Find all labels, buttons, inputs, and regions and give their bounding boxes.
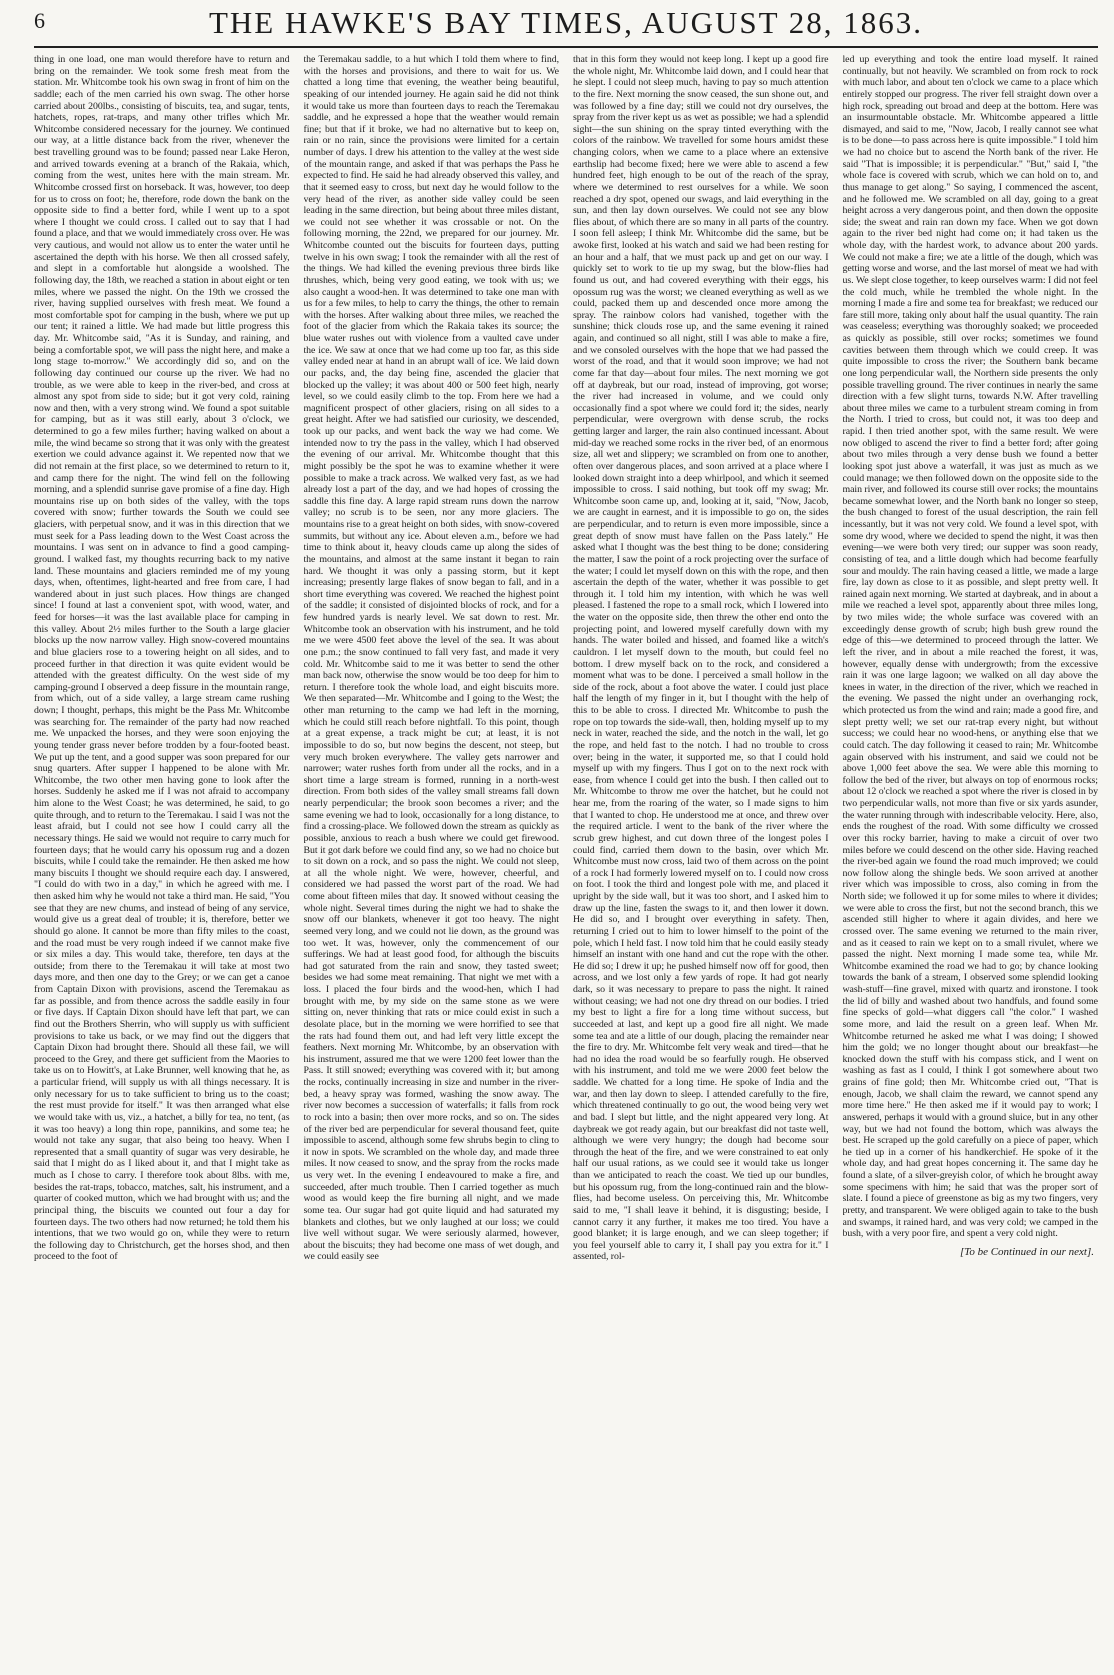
column-text: the Teremakau saddle, to a hut which I told them where to find, with the horses and provisions, and there to wait for us. We chatted a long time that evening, the weather being beautiful, speaking of our intended journey. He again said he did not think it would take us more than fourteen days to reach the Teremakau saddle, and he expressed a hope that the weather would remain fine; but that if it broke, we had no alternative but to keep on, rain or no rain, since the provisions were limited for a certain number of days. I drew his attention to the valley at the west side of the mountain range, and asked if that was perhaps the Pass he expected to find. He said he had already observed this valley, and that it seemed easy to cross, but next day he would follow to the very head of the river, as another side valley could be seen leading in the same direction, but being about three miles distant, we could not see whether it was crossable or not. On the following morning, the 22nd, we prepared for our journey. Mr. Whitcombe counted out the biscuits for fourteen days, putting twelve in his own swag; I took the remainder with all the rest of the things. We had killed the evening previous three birds like thrushes, which, being very good eating, we took with us; we also caught a wood-hen. It was determined to take one man with us for a few miles, to help to carry the things, the other to remain with the horses. After walking about three miles, we reached the foot of the glacier from which the Rakaia takes its source; the blue water rushes out with violence from a vaulted cave under the ice. We saw at once that we had come up too far, as this side valley ended near at hand in an abrupt wall of ice. We laid down our packs, and, the day being fine, ascended the glacier that blocked up the valley; it was about 400 or 500 feet high, nearly level, so we could easily climb to the top. From here we had a magnificent prospect of other glaciers, rising on all sides to a great height. After we had satisfied our curiosity, we descended, took up our packs, and went back the way we had come. We intended now to try the pass in the valley, which I had observed the evening of our arrival. Mr. Whitcombe thought that this might possibly be the spot he was to examine whether it were possible to make a track across. We walked very fast, as we had already lost a part of the day, and we had hopes of crossing the saddle this fine day. A large rapid stream runs down the narrow valley; no scrub is to be seen, nor any more glaciers. The mountains rise to a great height on both sides, with snow-covered summits, but without any ice. About eleven a.m., before we had time to think about it, heavy clouds came up along the sides of the mountains, and almost at the same instant it began to rain hard. We thought it was only a passing storm, but it kept increasing; presently large flakes of snow began to fall, and in a short time everything was covered. We reached the highest point of the saddle; it consisted of disjointed blocks of rock, and for a few hundred yards is nearly level. We sat down to rest. Mr. Whitcombe took an observation with his instrument, and he told me we were 4500 feet above the level of the sea. It was about one p.m.; the snow continued to fall very fast, and made it very cold. Mr. Whitcombe said to me it was better to send the other man back now, otherwise the snow would be too deep for him to return. I therefore took the whole load, and eight biscuits more. We then separated—Mr. Whitcombe and I going to the West; the other man returning to the camp we had left in the morning, which he could still reach before nightfall. To this point, though at a great expense, a track might be cut; at least, it is not impossible to do so, but now begins the descent, not steep, but very much broken everywhere. The valley gets narrower and narrower; water rushes forth from under all the rocks, and in a short time a large stream is formed, running in a north-west direction. From both sides of the valley small streams fall down nearly perpendicular; the brook soon becomes a river; and the same evening we had to look, occasionally for a long distance, to find a crossing-place. We followed down the stream as quickly as possible, anxious to reach a bush where we could get firewood. But it got dark before we could find any, so we had no choice but to sit down on a rock, and so pass the night. We could not sleep, at all the whole night. We were, however, cheerful, and considered we had passed the worst part of the road. We had come about fifteen miles that day. It snowed without ceasing the whole night. Several times during the night we had to shake the snow off our blankets, whenever it got too heavy. The night seemed very long, and we could not lie down, as the ground was too wet. It was, however, only the commencement of our sufferings. We had at least good food, for although the biscuits had got saturated from the rain and snow, they tasted sweet; besides we had some meat remaining. That night we met with a loss. I placed the four birds and the wood-hen, which I had brought with me, by my side on the same stone as we were sitting on, never thinking that rats or mice could exist in such a desolate place, but in the morning we were horrified to see that the rats had found them out, and had left very little except the feathers. Next morning Mr. Whitcombe, by an observation with his instrument, assured me that we were 1200 feet lower than the Pass. It still snowed; everything was covered with it; but among the rocks, continually increasing in size and number in the river-bed, a heavy spray was formed, washing the snow away. The river now becomes a succession of waterfalls; it falls from rock to rock into a basin; then over more rocks, and so on. The sides of the river bed are perpendicular for several thousand feet, quite impossible to ascend, although some few shrubs begin to cling to it now in spots. We scrambled on the whole day, and made three miles. It now ceased to snow, and the spray from the rocks made us very wet. In the evening I endeavoured to make a fire, and succeeded, after much trouble. Then I carried together as much wood as would keep the fire burning all night, and we made some tea. Our sugar had got quite liquid and had saturated my blankets and clothes, but we only laughed at our loss; we could live well without sugar. We were seriously alarmed, however, about the biscuits; they had become one mass of wet dough, and we could easily see <box>303 54 559 1263</box>
newspaper-title: THE HAWKE'S BAY TIMES, AUGUST 28, 1863. <box>208 5 924 40</box>
article-columns <box>34 48 1098 1666</box>
column-text: that in this form they would not keep long. I kept up a good fire the whole night, Mr. Whitcombe laid down, and I could hear that he slept. I could not sleep much, having to pay so much attention to the fire. Next morning the snow ceased, the sun shone out, and was followed by a fine day; still we could not dry ourselves, the spray from the river kept us as wet as possible; we had a splendid sight—the sun shining on the spray tinted everything with the colors of the rainbow. We travelled for some hours amidst these changing colors, when we came to a place where an extensive earthslip had become fixed; here we were able to ascend a few hundred feet, high enough to be out of the reach of the spray, where we determined to rest ourselves for a while. We soon reached a dry spot, opened our swags, and laid everything in the sun, and then lay down ourselves. We could not see any blow flies about, of which there are so many in all parts of the country. I soon fell asleep; I think Mr. Whitcombe did the same, but be awoke first, looked at his watch and said we had been resting for an hour and a half, that we must pack up and get on our way. I quickly set to work to tie up my swag, but the blow-flies had found us out, and had covered everything with their eggs, his opossum rug was the worst; we cleaned everything as well as we could, packed them up and descended once more among the spray. The rainbow colors had vanished, together with the sunshine; thick clouds rose up, and the same evening it rained again, and continued so all night, still I was able to make a fire, and we consoled ourselves with the hope that we had passed the worst of the road, and that it would soon improve; we had not come far that day—about four miles. The next morning we got off at daybreak, but our road, instead of improving, got worse; the river had increased in volume, and we could only occasionally find a spot where we could ford it; the sides, nearly perpendicular, were overgrown with dense scrub, the rocks getting larger and larger, the rain also continued incessant. About mid-day we reached some rocks in the river bed, of an enormous size, all wet and slippery; we scrambled on from one to another, often over dangerous places, and soon arrived at a place where I looked down straight into a deep whirlpool, and which it seemed impossible to cross. I said nothing, but took off my swag; Mr. Whitcombe soon came up, and, looking at it, said, "Now, Jacob, we are caught in earnest, and it is impossible to go on, the sides are perpendicular, and to return is even more impossible, since a great depth of snow must have fallen on the Pass lately." He asked what I thought was the best thing to be done; considering the matter, I saw the point of a rock projecting over the surface of the water; I could let myself down on this with the rope, and then ascertain the depth of the water, whether it was possible to get through it. I told him my intention, with which he was well pleased. I fastened the rope to a small rock, which I lowered into the water on the opposite side, then threw the other end onto the projecting point, and lowered myself carefully down with my hands. The water boiled and hissed, and foamed like a witch's cauldron. I let myself down to the mouth, but could feel no bottom. I drew myself back on to the rock, and considered a moment what was to be done. I perceived a small hollow in the side of the rock, about a foot above the water. I could just place half the length of my finger in it, but I thought with the help of this to be able to cross. I directed Mr. Whitcombe to push the rope on top towards the side-wall, then, holding myself up to my neck in water, reached the side, and the notch in the wall, let go the rope, and held fast to the notch. I had no trouble to cross over; being in the water, it supported me, so that I could hold myself up with my fingers. Thus I got on to the next rock with ease, from whence I could get into the bush. I then called out to Mr. Whitcombe to throw me over the hatchet, but he could not hear me, from the roaring of the water, so I made signs to him that I wanted to chop. He understood me at once, and threw over the required article. I went to the bank of the river where the scrub grew highest, and cut down three of the longest poles I could find, carried them down to the basin, over which Mr. Whitcombe must now cross, laid two of them across on the point of a rock I had formerly lowered myself on to. I could now cross on foot. I took the third and longest pole with me, and placed it upright by the side wall, but it was too short, and I asked him to draw up the line, fasten the swags to it, and then lower it down. He did so, and I brought over everything in safety. Then, returning I cried out to him to lower himself to the point of the pole, which I held fast. I now told him that he could easily steady himself an instant with one hand and cut the rope with the other. He did so; I drew it up; he pushed himself now off for good, then across, and we lost only a few yards of rope. It had got nearly dark, so it was necessary to prepare to pass the night. It rained without ceasing; we had not one dry thread on our bodies. I tried my best to light a fire for a long time without success, but succeeded at last, and kept up a good fire all night. We made some tea and ate a little of our dough, placing the remainder near the fire to dry. Mr. Whitcombe felt very weak and tired—that he had no idea the road would be so fearfully rough. He observed with his instrument, and told me we were 2000 feet below the saddle. We chatted for a long time. He spoke of India and the war, and then lay down to sleep. I attended carefully to the fire, which threatened continually to go out, the wood being very wet and bad. I slept but little, and the night appeared very long. At daybreak we got ready again, but our breakfast did not taste well, although we were very hungry; the dough had become sour through the heat of the fire, and we were constrained to eat only half our usual rations, as we could see it would take us longer than we anticipated to reach the coast. We tied up our bundles, but his opossum rug, from the long-continued rain and the blow-flies, had become useless. On perceiving this, Mr. Whitcombe said to me, "I shall leave it behind, it is disgusting; beside, I cannot carry it any further, it makes me too tired. You have a good blanket; it is large enough, and we can sleep together; if you feel yourself able to carry it, I shall pay you extra for it." I assented, rol- <box>573 54 829 1263</box>
column-2 <box>304 54 560 1666</box>
continued-note: [To be Continued in our next]. <box>959 1245 1094 1258</box>
masthead <box>34 0 1098 48</box>
page-number: 6 <box>34 8 46 33</box>
column-1 <box>34 54 290 1666</box>
column-text: thing in one load, one man would therefore have to return and bring on the remainder. We took some fresh meat from the station. Mr. Whitcombe took his own swag in front of him on the saddle; each of the men carried his own swag. The other horse carried about 200lbs., consisting of biscuits, tea, and sugar, tents, hatchets, ropes, rat-traps, and many other trifles which Mr. Whitcombe considered necessary for the journey. We continued our way, at a little distance back from the river, whenever the best travelling ground was to be found; passed near Lake Heron, and arrived towards evening at a branch of the Rakaia, which, coming from the west, unites here with the main stream. Mr. Whitcombe crossed first on horseback. It was, however, too deep for us to cross on foot; he, therefore, rode down the bank on the opposite side to find a better ford, while I went up to a spot where I thought we could cross. I called out to say that I had found a place, and that we would immediately cross over. He was very cautious, and would not allow us to enter the water until he ascertained the depth with his horse. We then all crossed safely, and slept in a comfortable hut alongside a woolshed. The following day, the 18th, we reached a station in about eight or ten miles, where we passed the night. On the 19th we crossed the river, having supplied ourselves with fresh meat. We found a most comfortable spot for camping in the bush, where we put up our tent; it rained a little. We had made but little progress this day. Mr. Whitcombe said, "As it is Sunday, and raining, and being a comfortable spot, we will pass the night here, and make a long stage to-morrow." We accordingly did so, and on the following day continued our course up the river. We had no trouble, as we were able to keep in the river-bed, and cross at almost any spot from side to side; but it got very cold, raining now and then, with a very strong wind. We found a spot suitable for camping, but as it was still early, about 3 o'clock, we determined to go a few miles further; having walked on about a mile, the wind became so strong that it was only with the greatest exertion we could advance against it. We repented now that we did not remain at the first place, so we determined to return to it, and camp there for the night. The wind fell on the following morning, and a splendid sunrise gave promise of a fine day. High mountains rise up on both sides of the valley, with the tops covered with snow; further towards the South we could see glaciers, with perpetual snow, and it was in this direction that we must seek for a Pass leading down to the West Coast across the mountains. I was sent on in advance to find a good camping-ground. I walked fast, my thoughts recurring back to my native land. These mountains and glaciers reminded me of my young days, when, oftentimes, light-hearted and free from care, I had wandered about in just such places. How things are changed since! I found at last a convenient spot, with wood, water, and feed for horses—it was the last available place for camping in this valley. About 2½ miles further to the South a large glacier blocks up the now narrow valley. High snow-covered mountains and blue glaciers rose to a towering height on all sides, and to proceed further in that direction it was quite evident would be attended with the greatest difficulty. On the west side of my camping-ground I observed a deep fissure in the mountain range, from which, out of a side valley, a large stream came rushing down; I thought, perhaps, this might be the Pass Mr. Whitcombe was searching for. The remainder of the party had now reached me. We unpacked the horses, and they were soon enjoying the young tender grass never before trodden by a four-footed beast. We put up the tent, and a good supper was soon prepared for our snug quarters. After supper I happened to be alone with Mr. Whitcombe, the two other men having gone to look after the horses. Suddenly he asked me if I was not afraid to accompany him alone to the West Coast; he was determined, he said, to go quite through, and to return to the Teremakau. I said I was not the least afraid, but I could not see how I could carry all the necessary things. He said we would not require to carry much for fourteen days; that he would carry his opossum rug and a dozen biscuits, while I could take the remainder. He then asked me how many biscuits I thought we should require each day. I answered, "I could do with two in a day," in which he agreed with me. I then asked him why he would not take a third man. He said, "You see that they are new chums, and instead of being of any service, would give us a great deal of trouble; it is, therefore, better we should go alone. It cannot be more than fifty miles to the coast, and the road must be very rough indeed if we cannot make five or six miles a day. This would take, therefore, ten days at the outside; from there to the Teremakau it will take at most two days more, and then one day to the Grey; or we can get a canoe from Captain Dixon with provisions, ascend the Teremakau as far as possible, and from thence across the saddle easily in four or five days. If Captain Dixon should have left that part, we can find out the Brothers Sherrin, who will supply us with sufficient provisions to take us back, or we may find out the diggers that Captain Dixon had brought there. Should all these fail, we will proceed to the Grey, and there get sufficient from the Maories to take us on to Howitt's, at Lake Brunner, well knowing that he, as a particular friend, will supply us with all things necessary. It is only necessary for us to take sufficient to bring us to the coast; the rest must provide for itself." It was then arranged what else we would take with us, viz., a hatchet, a billy for tea, no tent, (as it was too heavy) a long thin rope, pannikins, and some tea; he would not take any sugar, that also being too heavy. When I represented that a small quantity of sugar was very desirable, he said that I might do as I liked about it, and that I might take as much as I chose to carry. I therefore took about 8lbs. with me, besides the rat-traps, tobacco, matches, salt, his instrument, and a quarter of cooked mutton, which we had brought with us; and the principal thing, the biscuits we counted out four a day for fourteen days. The two others had now returned; he told them his intentions, that we two would go on, while they were to return the following day to Christchurch, get the horses shod, and then proceed to the foot of <box>34 54 290 1263</box>
column-3 <box>573 54 829 1666</box>
column-text: led up everything and took the entire load myself. It rained continually, but not heavily. We scrambled on from rock to rock with much labor, and about ten o'clock we came to a place which entirely stopped our progress. The river fell straight down over a high rock, spreading out broad and deep at the bottom. Here was an insurmountable obstacle. Mr. Whitcombe appeared a little dismayed, and said to me, "Now, Jacob, I really cannot see what is to be done—to pass across here is quite impossible." I told him we had no choice but to ascend the North bank of the river. He said "That is impossible; it is perpendicular." "But," said I, "the whole face is covered with scrub, which we can hold on to, and thus manage to get along." So saying, I commenced the ascent, and he followed me. We scrambled on all day, going to a great height across a very dangerous point, and then down the opposite side; the sweat and rain ran down my face. When we got down again to the river bed night had come on; it had taken us the whole day, with the hardest work, to advance about 200 yards. We could not make a fire; we ate a little of the dough, which was getting worse and worse, and the last morsel of meat we had with us. We slept close together, to keep ourselves warm: I did not feel the cold much, while he trembled the whole night. In the morning I made a fire and some tea for breakfast; we reduced our fare still more, taking only about half the usual quantity. The rain was ceaseless; everything was thoroughly soaked; we proceeded as quickly as possible, still over rocks; sometimes we found cavities between them through which we could creep. It was quite impossible to cross the river; the Southern bank became one long perpendicular wall, the Northern side presents the only possible travelling ground. The river continues in nearly the same direction with a few slight turns, towards N.W. After travelling about three miles we came to a turbulent stream coming in from the North. I tried to cross, but could not, it was too deep and rapid. I then tried another spot, with the same result. We were now obliged to ascend the river to find a better ford; after going about two miles through a very dense bush we found a better looking spot just above a waterfall, it was just as much as we could manage; we then followed down on the opposite side to the main river, and followed its course still over rocks; the mountains became somewhat lower, and the North bank no longer so steep, the bush changed to forest of the usual description, the rain fell incessantly, but it was not very cold. We found a level spot, with some dry wood, where we decided to spend the night, it was then evening—we were both very tired; our supper was soon ready, consisting of tea, and a little dough which had become fearfully sour and mouldy. The rain having ceased a little, we made a large fire, lay down as close to it as possible, and slept pretty well. It rained again next morning. We started at daybreak, and in about a mile we reached a level spot, apparently about three miles long, by two miles wide; the whole surface was covered with an exceedingly dense growth of scrub; high bush grew round the edge of this—we determined to proceed through the latter. We left the river, and in about a mile reached the forest, it was, however, equally dense with undergrowth; from the excessive rain it was one large lagoon; we walked on all day above the knees in water, in the direction of the river, which we reached in the evening. We passed the night under an overhanging rock, which protected us from the wind and rain; made a good fire, and slept pretty well; we set our rat-trap every night, but without success; we could hear no wood-hens, or anything else that we could catch. The day following it ceased to rain; Mr. Whitcombe again observed with his instrument, and said we could not be above 1,000 feet above the sea. We were able this morning to follow the bed of the river, but always on top of enormous rocks; about 12 o'clock we reached a spot where the river is closed in by two perpendicular walls, not more than five or six yards asunder, the water running through with indescribable velocity. Here, also, ends the roughest of the road. With some difficulty we crossed over this rocky barrier, having to make a circuit of over two miles before we could descend on the other side. Having reached the river-bed again we found the road much improved; we could now follow along the shingle beds. We soon arrived at another river which was impossible to cross, also coming in from the North side; we followed it up for some miles to where it divides; we were able to cross the first, but not the second branch, this we ascended still higher to where it again divides, and here we crossed over. The same evening we returned to the main river, and as it ceased to rain we kept on to a small rivulet, where we passed the night. Next morning I made some tea, while Mr. Whitcombe examined the road we had to go; by chance looking towards the bank of a stream, I observed some splendid looking wash-stuff—fine gravel, mixed with quartz and ironstone. I took the lid of billy and washed about two handfuls, and found some fine specks of gold—what diggers call "the color." I washed some more, and laid the result on a green leaf. When Mr. Whitcombe returned he asked me what I was doing; I showed him the gold; we no longer thought about our breakfast—he knocked down the stuff with his compass stick, and I went on washing as fast as I could, I think I got somewhere about two grains of fine gold; then Mr. Whitcombe cried out, "That is enough, Jacob, we shall claim the reward, we cannot spend any more time here." He then asked me if it would pay to work; I answered, perhaps it would with a ground sluice, but in any other way, but we had not found the bottom, which was always the best. He scraped up the gold carefully on a piece of paper, which he tied up in a corner of his handkerchief. He spoke of it the whole day, and had great hopes concerning it. The same day he found a slate, of a silver-greyish color, of which he brought away some specimens with him; he said that was the proper sort of slate. I found a piece of greenstone as big as my two fingers, very pretty, and transparent. We were obliged again to take to the bush and swamps, it rained hard, and was very cold; we camped in the bush, with a very poor fire, and spent a very cold night. <box>842 54 1098 1240</box>
column-4 <box>843 54 1099 1666</box>
